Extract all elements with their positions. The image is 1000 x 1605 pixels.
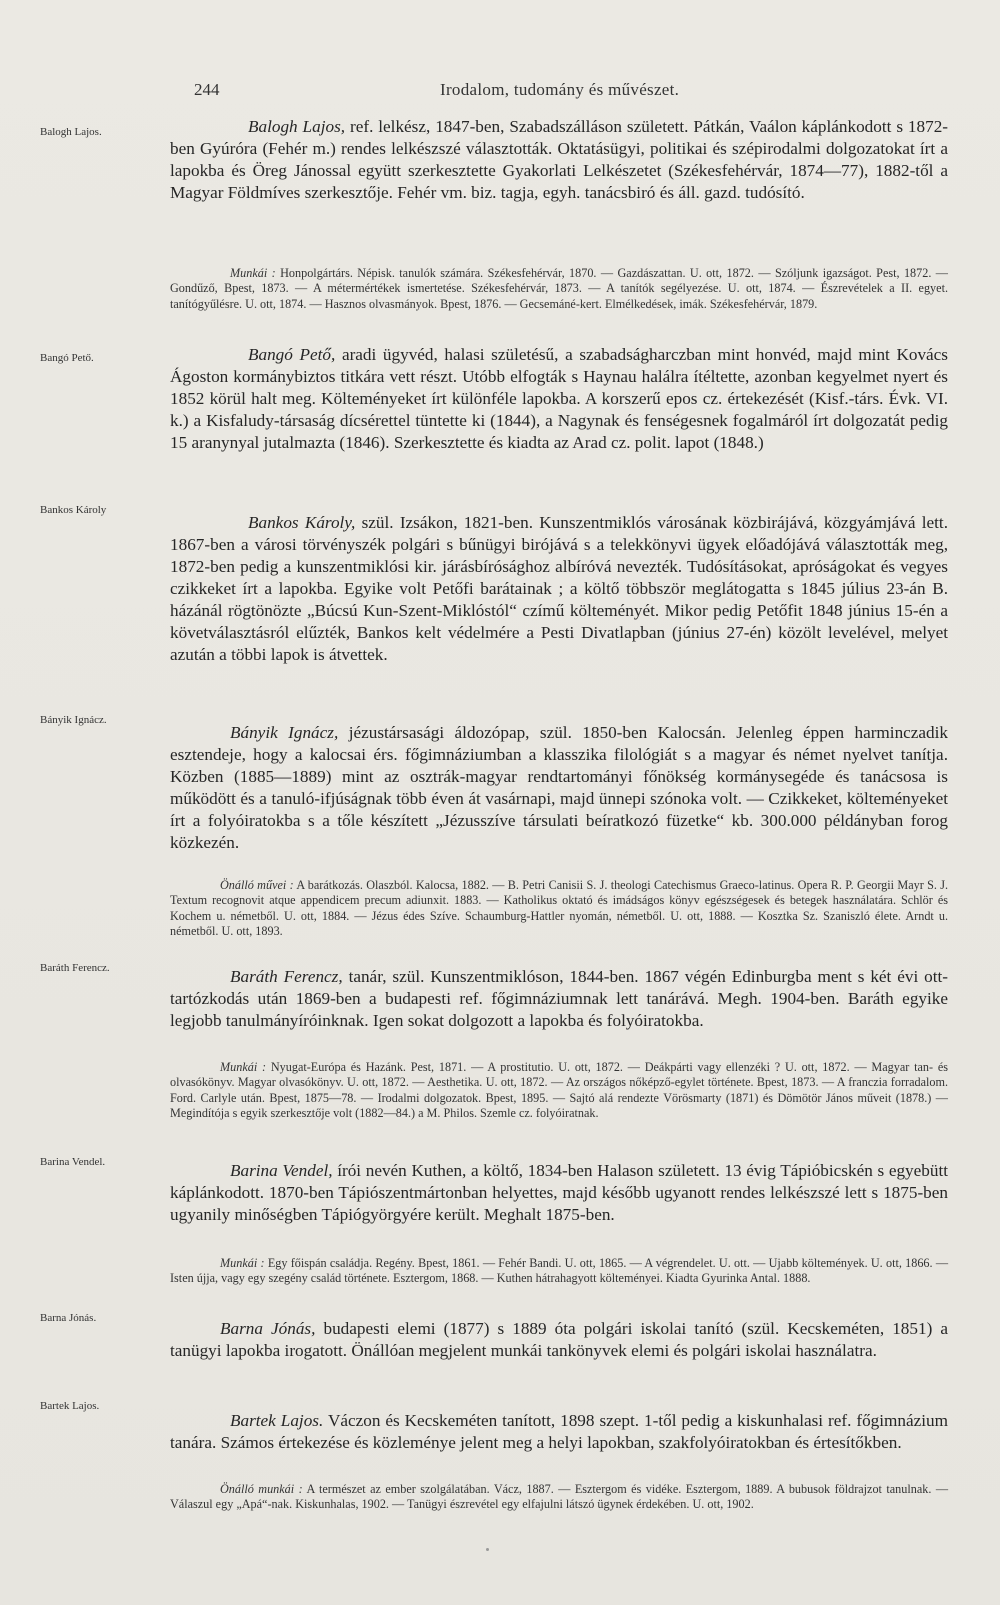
works-text: Honpolgártárs. Népisk. tanulók számára. Székesfehérvár, 1870. — Gazdászattan. U. ott, 1872. — Szóljunk igazságot. Pest, 1872. — Gondűző, Bpest, 1873. — A métermértékek ismertetése. Székesfehérvár, 1873. — A tanítók segélyezése. U. ott, 1874. — Észrevételek a II. egyet. tanítógyűlésre. U. ott, 1874. — Hasznos olvasmányok. Bpest, 1876. — Gecsemáné-kert. Elmélkedések, imák. Székesfehérvár, 1879. <box>170 266 948 311</box>
entry-name: Baráth Ferencz, <box>230 967 343 986</box>
works-label: Önálló munkái : <box>220 1482 303 1496</box>
works-text: Nyugat-Európa és Hazánk. Pest, 1871. — A prostitutio. U. ott, 1872. — Deákpárti vagy ellenzéki ? U. ott, 1872. — Magyar tan- és olvasókönyv. Magyar olvasókönyv. U. ott, 1872. — Aesthetika. U. ott, 1872. — Az országos nőképző-egylet története. Bpest, 1873. — A franczia forradalom. Ford. Carlyle után. Bpest, 1875—78. — Irodalmi dolgozatok. Bpest, 1895. — Sajtó alá rendezte Vörösmarty (1871) és Dömötör János műveit (1878.) — Megindítója s egyik szerkesztője volt (1882—84.) a M. Philos. Szemle cz. folyóiratnak. <box>170 1060 948 1120</box>
works-banyik <box>170 878 948 939</box>
entry-barath <box>170 966 948 1032</box>
entry-name: Bankos Károly, <box>248 513 356 532</box>
page-header <box>0 80 1000 110</box>
ink-speck <box>486 1548 489 1551</box>
entry-name: Bangó Pető, <box>248 345 336 364</box>
entry-text: jézustársasági áldozópap, szül. 1850-ben Kalocsán. Jelenleg éppen harminczadik esztendeje, hogy a kalocsai érs. főgimnáziumban a klasszika filológiát s a magyar és német nyelvet tanítja. Közben (1885—1889) mint az osztrák-magyar rendtartományi főnökség kormánysegéde és tanácsosa is működött és a tanuló-ifjúságnak több éven át vasárnapi, majd ünnepi szónoka volt. — Czikkeket, költeményeket írt a folyóiratokba s a tőle készített „Jézusszíve társulati beíratkozó füzetke“ kb. 300.000 példányban forog közkezén. <box>170 723 949 852</box>
entry-name: Barina Vendel, <box>230 1161 333 1180</box>
margin-note-bankos: Bankos Károly <box>40 504 107 516</box>
entry-name: Bányik Ignácz, <box>230 723 339 742</box>
entry-text: Váczon és Kecskeméten tanított, 1898 szept. 1-től pedig a kiskunhalasi ref. főgimnázium tanára. Számos értekezése és közleménye jelent meg a helyi lapokban, szakfolyóiratokban és értesítőkben. <box>170 1411 948 1452</box>
works-label: Munkái : <box>220 1256 265 1270</box>
works-barath <box>170 1060 948 1121</box>
entry-bankos <box>170 512 948 666</box>
entry-bartek <box>170 1410 948 1454</box>
entry-name: Barna Jónás, <box>220 1319 316 1338</box>
works-bartek <box>170 1482 948 1513</box>
margin-note-barath: Baráth Ferencz. <box>40 962 110 974</box>
entry-barina <box>170 1160 948 1226</box>
works-text: A természet az ember szolgálatában. Vácz, 1887. — Esztergom és vidéke. Esztergom, 1889. A bubusok földrajzot tanulnak. — Válaszul egy „Apá“-nak. Kiskunhalas, 1902. — Tanügyi észrevétel egy elfajulni látszó ügynek érdekében. U. ott, 1902. <box>170 1482 949 1512</box>
margin-note-bango: Bangó Pető. <box>40 352 94 364</box>
entry-text: ref. lelkész, 1847-ben, Szabadszálláson született. Pátkán, Vaálon káplánkodott s 1872-ben Gyúróra (Fehér m.) rendes lelkészszé választották. Oktatásügyi, politikai és szépirodalmi dolgozatokat írt a lapokba és Öreg Jánossal együtt szerkesztette Gyakorlati Lelkészetet (Székesfehérvár, 1874—77), 1882-től a Magyar Földmíves szerkesztője. Fehér vm. biz. tagja, egyh. tanácsbiró és áll. gazd. tudósító. <box>170 117 949 202</box>
entry-text: aradi ügyvéd, halasi születésű, a szabadságharczban mint honvéd, majd mint Kovács Ágoston kormánybiztos titkára vett részt. Utóbb elfogták s Haynau halálra ítéltette, azonban kegyelmet nyert és 1852 körül halt meg. Költeményeket írt különféle lapokba. A korszerű epos cz. értekezését (Kisf.-társ. Évk. VI. k.) a Kisfaludy-társaság dícsérettel tüntette ki (1844), a Nagynak és fenségesnek fogalmáról írt dolgozatát pedig 15 aranynyal jutalmazta (1846). Szerkesztette és kiadta az Arad cz. polit. lapot (1848.) <box>170 345 949 452</box>
entry-name: Bartek Lajos. <box>230 1411 324 1430</box>
margin-note-balogh: Balogh Lajos. <box>40 126 102 138</box>
works-label: Munkái : <box>220 1060 267 1074</box>
entry-name: Balogh Lajos, <box>248 117 346 136</box>
works-balogh <box>170 266 948 312</box>
works-label: Munkái : <box>230 266 276 280</box>
entry-text: tanár, szül. Kunszentmiklóson, 1844-ben. 1867 végén Edinburgba ment s két évi ott-tartózkodás után 1869-ben a budapesti ref. főgimnáziumnak lett tanárává. Megh. 1904-ben. Baráth egyike legjobb tanulmányíróinknak. Igen sokat dolgozott a lapokba és folyóiratokba. <box>170 967 948 1030</box>
entry-barna <box>170 1318 948 1362</box>
entry-text: budapesti elemi (1877) s 1889 óta polgári iskolai tanító (szül. Kecskeméten, 1851) a tanügyi lapokba irogatott. Önállóan megjelent munkái tankönyvek elemi és polgári iskolai használatra. <box>170 1319 948 1360</box>
page-number: 244 <box>194 80 220 99</box>
margin-note-banyik: Bányik Ignácz. <box>40 714 107 726</box>
entry-text: szül. Izsákon, 1821-ben. Kunszentmiklós városának közbirájává, közgyámjává lett. 1867-ben a városi törvényszék polgári s bűnügyi birójává s a telekkönyvi ügyek előadójává választották meg, 1872-ben pedig a kunszentmiklósi kir. járásbírósághoz albíróvá nevezték. Tudósításokat, apróságokat és vegyes czikkeket írt a lapokba. Egyike volt Petőfi barátainak ; a költő többször meglátogatta s 1845 július 23-án B. házánál rögtönözte „Búcsú Kun-Szent-Miklóstól“ czímű költeményét. Mikor pedig Petőfit 1848 június 15-én a követválasztásról elűzték, Bankos kelt védelmére a Pesti Divatlapban (június 27-én) közölt levelével, melyet azután a többi lapok is átvettek. <box>170 513 949 664</box>
entry-balogh <box>170 116 948 204</box>
margin-note-barina: Barina Vendel. <box>40 1156 106 1168</box>
running-title: Irodalom, tudomány és művészet. <box>440 80 680 99</box>
entry-bango <box>170 344 948 454</box>
works-text: Egy főispán családja. Regény. Bpest, 1861. — Fehér Bandi. U. ott, 1865. — A végrendelet. U. ott. — Ujabb költemények. U. ott, 1866. — Isten újja, vagy egy szegény család története. Esztergom, 1868. — Kuthen hátrahagyott költeményei. Kiadta Gyurinka Antal. 1888. <box>170 1256 949 1286</box>
margin-note-barna: Barna Jónás. <box>40 1312 97 1324</box>
works-text: A barátkozás. Olaszból. Kalocsa, 1882. — B. Petri Canisii S. J. theologi Catechismus Graeco-latinus. Opera R. P. Georgii Mayr S. J. Textum recognovit atque appendicem precum adiunxit. 1883. — Katholikus oktató és imádságos könyv egészségesek és betegek használatára. Schlör és Kochem u. németből. U. ott, 1884. — Jézus édes Szíve. Schaumburg-Hattler nyomán, németből. U. ott, 1888. — Kosztka Sz. Szaniszló élete. Arndt u. németből. U. ott, 1893. <box>170 878 949 938</box>
entry-text: írói nevén Kuthen, a költő, 1834-ben Halason született. 13 évig Tápióbicskén s egyebütt káplánkodott. 1870-ben Tápiószentmártonban helyettes, majd később ugyanott rendes lelkészszé lett s 1875-ben ugyanily minőségben Tápiógyörgyére került. Meghalt 1875-ben. <box>170 1161 949 1224</box>
margin-note-bartek: Bartek Lajos. <box>40 1400 100 1412</box>
works-barina <box>170 1256 948 1287</box>
entry-banyik <box>170 722 948 854</box>
works-label: Önálló művei : <box>220 878 294 892</box>
